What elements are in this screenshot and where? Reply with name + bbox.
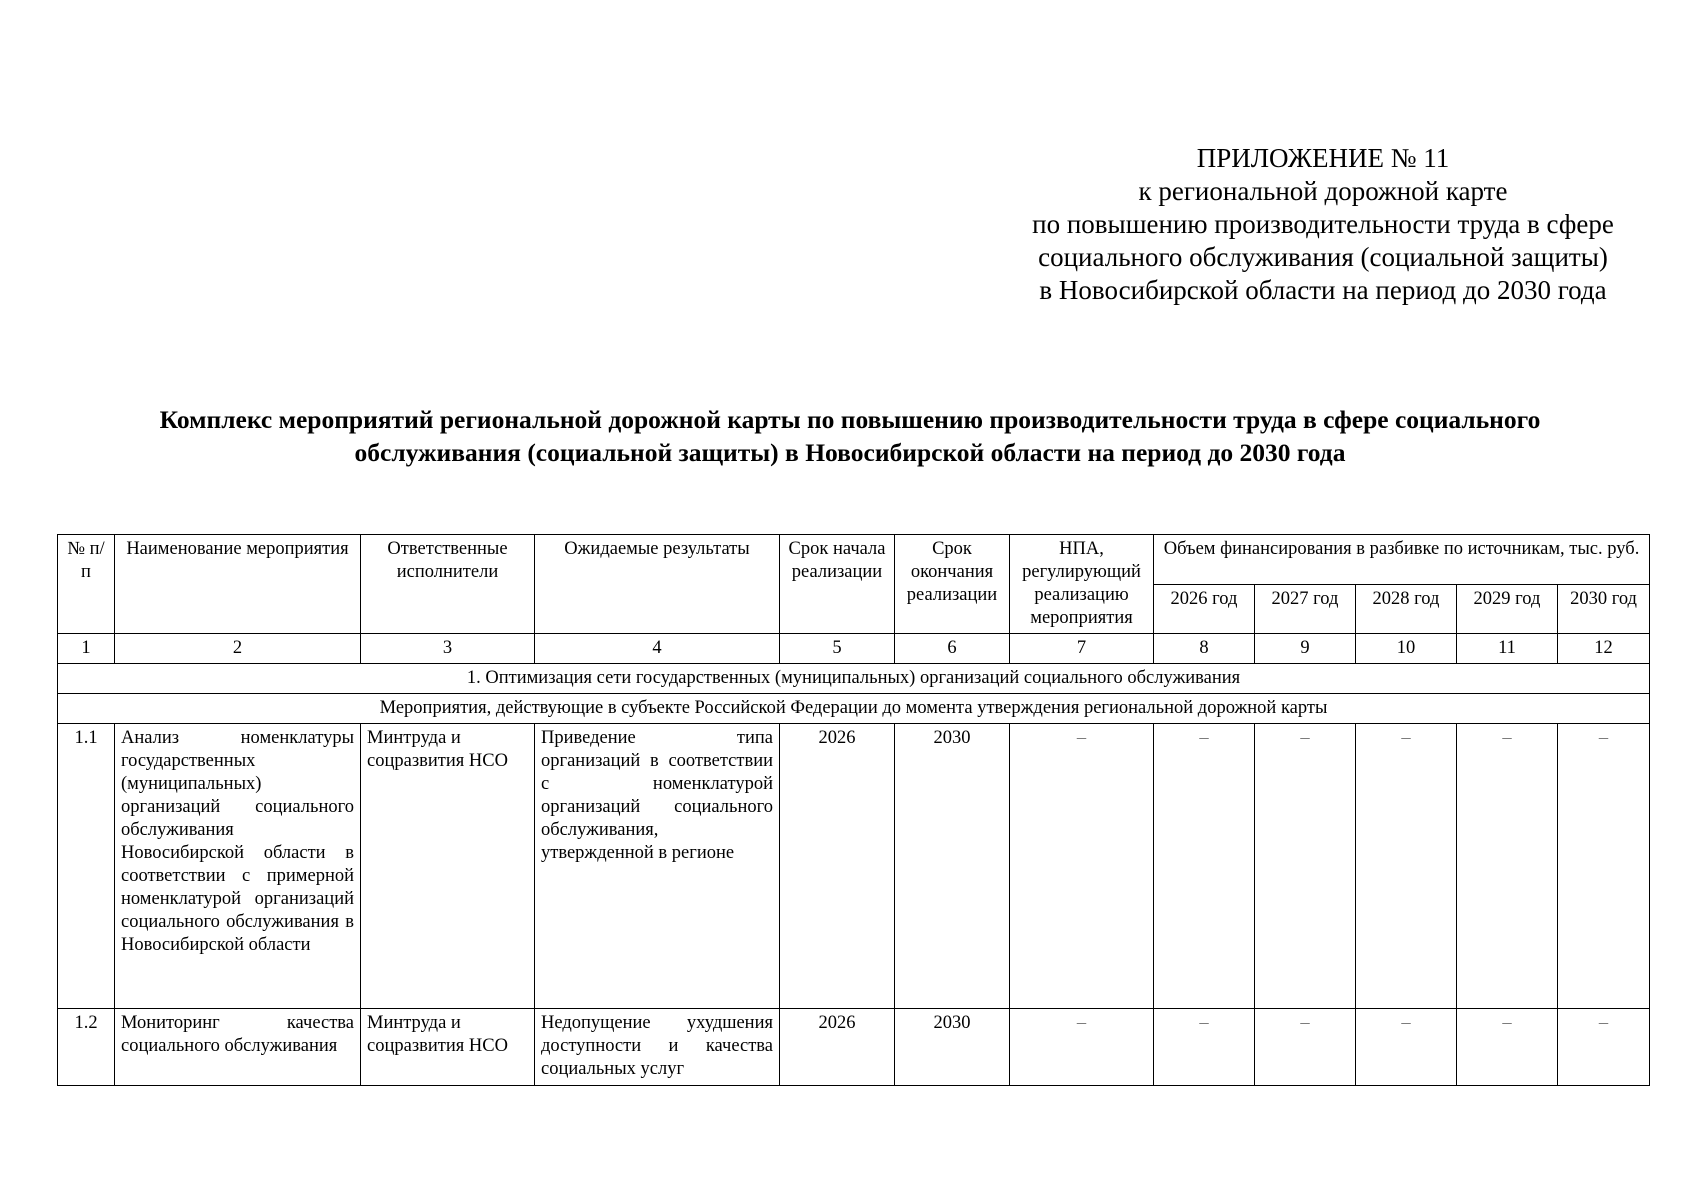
column-number: 5 (780, 634, 895, 664)
column-number: 9 (1255, 634, 1356, 664)
header-year-2029: 2029 год (1457, 584, 1558, 634)
column-number: 2 (115, 634, 361, 664)
appendix-line: по повышению производительности труда в сфере (1032, 209, 1614, 239)
row-results: Приведение типа организаций в соответствии с номенклатурой организаций социального обслуживания, утвержденной в регионе (535, 724, 780, 1009)
header-row (58, 535, 1650, 585)
row-funding-2029: – (1457, 724, 1558, 1009)
row-num: 1.1 (58, 724, 115, 1009)
appendix-line: в Новосибирской области на период до 2030 года (1039, 275, 1607, 305)
header-results: Ожидаемые результаты (535, 535, 780, 634)
row-end: 2030 (895, 1009, 1010, 1086)
row-funding-2027: – (1255, 1009, 1356, 1086)
header-funding: Объем финансирования в разбивке по источникам, тыс. руб. (1154, 535, 1650, 585)
column-number: 1 (58, 634, 115, 664)
row-funding-2029: – (1457, 1009, 1558, 1086)
column-number: 8 (1154, 634, 1255, 664)
row-funding-2027: – (1255, 724, 1356, 1009)
column-number: 4 (535, 634, 780, 664)
row-num: 1.2 (58, 1009, 115, 1086)
row-executors: Минтруда и соцразвития НСО (361, 724, 535, 1009)
row-start: 2026 (780, 1009, 895, 1086)
column-number: 10 (1356, 634, 1457, 664)
column-number: 12 (1558, 634, 1650, 664)
row-funding-2028: – (1356, 724, 1457, 1009)
header-year-2026: 2026 год (1154, 584, 1255, 634)
header-year-2030: 2030 год (1558, 584, 1650, 634)
header-num: № п/п (58, 535, 115, 634)
row-funding-2028: – (1356, 1009, 1457, 1086)
subsection-row (58, 694, 1650, 724)
section-row (58, 664, 1650, 694)
section-title: 1. Оптимизация сети государственных (муниципальных) организаций социального обслуживания (58, 664, 1650, 694)
column-number: 7 (1010, 634, 1154, 664)
header-executors: Ответственные исполнители (361, 535, 535, 634)
row-funding-2030: – (1558, 724, 1650, 1009)
row-start: 2026 (780, 724, 895, 1009)
table-row (58, 1009, 1650, 1086)
subsection-title: Мероприятия, действующие в субъекте Российской Федерации до момента утверждения региональной дорожной карты (58, 694, 1650, 724)
header-end: Срок окончания реализации (895, 535, 1010, 634)
row-name: Мониторинг качества социального обслуживания (115, 1009, 361, 1086)
document-title (60, 403, 1640, 469)
header-name: Наименование мероприятия (115, 535, 361, 634)
appendix-header (1003, 142, 1643, 307)
row-funding-2026: – (1154, 724, 1255, 1009)
row-npa: – (1010, 1009, 1154, 1086)
row-npa: – (1010, 724, 1154, 1009)
row-funding-2026: – (1154, 1009, 1255, 1086)
row-results: Недопущение ухудшения доступности и качества социальных услуг (535, 1009, 780, 1086)
row-funding-2030: – (1558, 1009, 1650, 1086)
document-title-line: Комплекс мероприятий региональной дорожной карты по повышению производительности труда в сфере социального (159, 405, 1541, 434)
column-number: 6 (895, 634, 1010, 664)
header-year-2027: 2027 год (1255, 584, 1356, 634)
appendix-line: к региональной дорожной карте (1138, 176, 1508, 206)
row-name: Анализ номенклатуры государственных (муниципальных) организаций социального обслуживания Новосибирской области в соответствии с примерной номенклатурой организаций социального обслуживания в Новосибирской области (115, 724, 361, 1009)
document-title-line: обслуживания (социальной защиты) в Новосибирской области на период до 2030 года (354, 438, 1346, 467)
column-number: 3 (361, 634, 535, 664)
column-number: 11 (1457, 634, 1558, 664)
table-row (58, 724, 1650, 1009)
header-npa: НПА, регулирующий реализацию мероприятия (1010, 535, 1154, 634)
row-end: 2030 (895, 724, 1010, 1009)
column-numbers-row (58, 634, 1650, 664)
header-year-2028: 2028 год (1356, 584, 1457, 634)
row-executors: Минтруда и соцразвития НСО (361, 1009, 535, 1086)
appendix-line: социального обслуживания (социальной защиты) (1038, 242, 1608, 272)
header-start: Срок начала реализации (780, 535, 895, 634)
measures-table (57, 534, 1650, 1086)
appendix-number: ПРИЛОЖЕНИЕ № 11 (1196, 143, 1450, 173)
